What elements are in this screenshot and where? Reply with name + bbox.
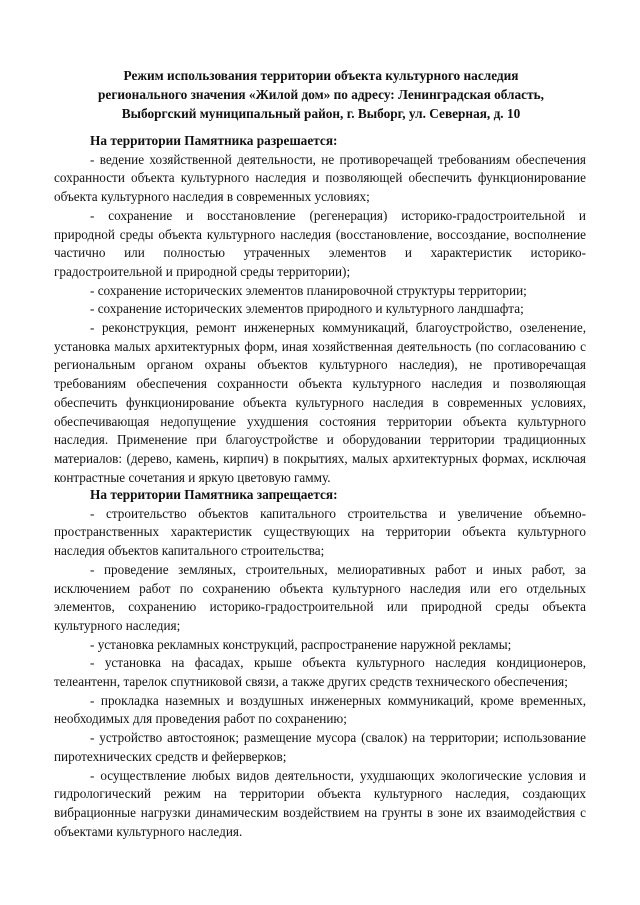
allowed-list — [54, 151, 586, 488]
forbidden-item: - устройство автостоянок; размещение мусора (свалок) на территории; использование пиротехнических средств и фейерверков; — [54, 730, 586, 764]
forbidden-item: - прокладка наземных и воздушных инженерных коммуникаций, кроме временных, необходимых для проведения работ по сохранению; — [54, 692, 586, 727]
title-line: Выборгский муниципальный район, г. Выборг, ул. Северная, д. 10 — [121, 106, 521, 121]
forbidden-item: - установка на фасадах, крыше объекта культурного наследия кондиционеров, телеантенн, тарелок спутниковой связи, а также других средств технического обеспечения; — [54, 655, 586, 690]
allowed-section — [54, 132, 586, 487]
allowed-item: - сохранение исторических элементов планировочной структуры территории; — [90, 282, 527, 298]
allowed-item: - сохранение и восстановление (регенерация) историко-градостроительной и природной среды объекта культурного наследия (восстановление, воссоздание, восполнение частично или полностью утраченных элементов и характеристик историко-градостроительной и природной среды территории); — [54, 207, 586, 279]
forbidden-section — [54, 486, 586, 841]
forbidden-item: - строительство объектов капитального строительства и увеличение объемно-пространственных характеристик существующих на территории объекта культурного наследия объектов капитального строительства; — [54, 505, 586, 559]
forbidden-item: - осуществление любых видов деятельности, ухудшающих экологические условия и гидрологический режим на территории объекта культурного наследия, создающих вибрационные нагрузки динамическим воздействием на грунты в зоне их взаимодействия с объектами культурного наследия. — [54, 767, 586, 839]
forbidden-heading: На территории Памятника запрещается: — [90, 487, 338, 502]
forbidden-list — [54, 505, 586, 842]
allowed-item: - ведение хозяйственной деятельности, не противоречащей требованиям обеспечения сохранности объекта культурного наследия и позволяющей обеспечить функционирование объекта культурного наследия в современных условиях; — [54, 151, 586, 205]
allowed-item: - реконструкция, ремонт инженерных коммуникаций, благоустройство, озеленение, установка малых архитектурных форм, иная хозяйственная деятельность (по согласованию с региональным органом охраны объектов культурного наследия), не противоречащая требованиям обеспечения сохранности объекта культурного наследия и позволяющая обеспечить функционирование объекта культурного наследия в современных условиях, обеспечивающая недопущение ухудшения состояния территории объекта культурного наследия. Применение при благоустройстве и оборудовании территории традиционных материалов: (дерево, камень, кирпич) в покрытиях, малых архитектурных формах, исключая контрастные сочетания и яркую цветовую гамму. — [54, 320, 586, 485]
document-title — [60, 66, 582, 123]
allowed-item: - сохранение исторических элементов природного и культурного ландшафта; — [90, 301, 524, 317]
forbidden-item: - проведение земляных, строительных, мелиоративных работ и иных работ, за исключением работ по сохранению объекта культурного наследия или его отдельных элементов, сохранению историко-градостроительной или природной среды объекта культурного наследия; — [54, 561, 586, 633]
title-line: регионального значения «Жилой дом» по адресу: Ленинградская область, — [98, 87, 544, 102]
allowed-heading: На территории Памятника разрешается: — [90, 133, 338, 148]
forbidden-item: - установка рекламных конструкций, распространение наружной рекламы; — [90, 636, 512, 652]
title-line: Режим использования территории объекта культурного наследия — [123, 68, 519, 83]
